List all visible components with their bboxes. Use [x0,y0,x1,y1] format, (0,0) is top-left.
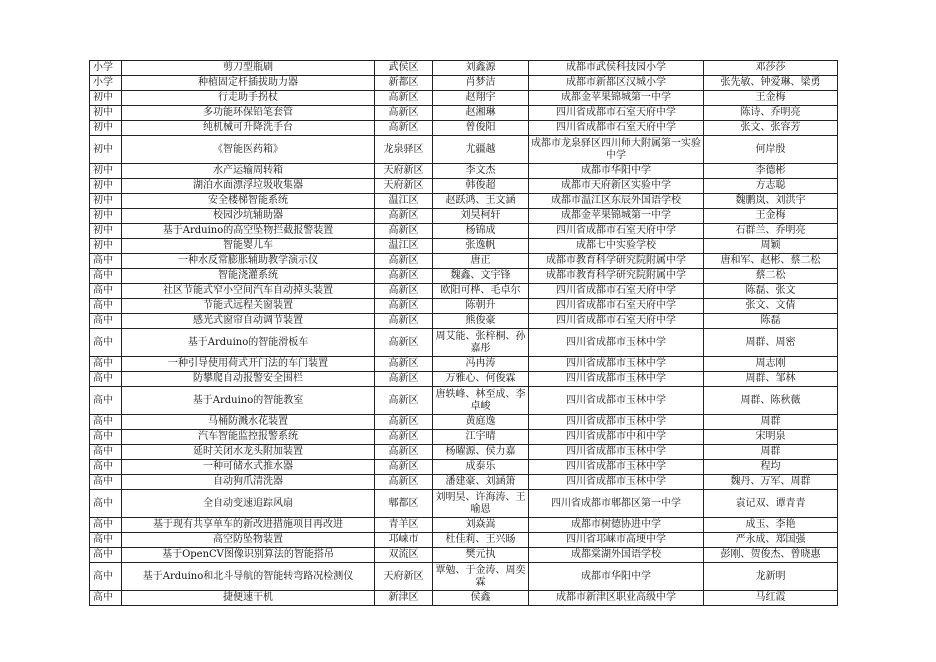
teacher-cell: 张先敏、钟爱琳、梁勇 [704,76,838,91]
student-cell: 成泰乐 [433,460,529,475]
teacher-cell: 邓莎莎 [704,61,838,76]
level-cell: 高中 [90,430,122,445]
district-cell: 天府新区 [375,179,433,194]
table-row [90,254,838,269]
teacher-cell: 周群、邹林 [704,372,838,387]
school-cell: 成都金苹果锦城第一中学 [529,209,704,224]
school-cell: 四川省成都市郫都区第一中学 [529,490,704,518]
level-cell: 初中 [90,121,122,136]
district-cell: 高新区 [375,329,433,357]
table-row [90,533,838,548]
student-cell: 肖梦洁 [433,76,529,91]
table-row [90,518,838,533]
table-row [90,475,838,490]
table-row [90,61,838,76]
student-cell: 江宇晴 [433,430,529,445]
level-cell: 高中 [90,314,122,329]
student-cell: 黄庭逸 [433,415,529,430]
level-cell: 高中 [90,518,122,533]
district-cell: 新都区 [375,76,433,91]
district-cell: 高新区 [375,357,433,372]
level-cell: 高中 [90,533,122,548]
school-cell: 四川省成都市石室天府中学 [529,299,704,314]
project-cell: 水产运输周转箱 [122,164,375,179]
teacher-cell: 石群兰、乔明亮 [704,224,838,239]
table-row [90,164,838,179]
student-cell: 刘明昊、许海涛、王喻恩 [433,490,529,518]
level-cell: 高中 [90,563,122,591]
school-cell: 四川省成都市玉林中学 [529,387,704,415]
level-cell: 初中 [90,224,122,239]
table-row [90,224,838,239]
project-cell: 《智能医药箱》 [122,136,375,164]
district-cell: 高新区 [375,460,433,475]
teacher-cell: 周群 [704,445,838,460]
project-cell: 种植固定杆插拔助力器 [122,76,375,91]
table-row [90,445,838,460]
district-cell: 高新区 [375,430,433,445]
school-cell: 四川省成都市玉林中学 [529,372,704,387]
table-row [90,490,838,518]
district-cell: 高新区 [375,299,433,314]
student-cell: 樊元执 [433,548,529,563]
level-cell: 高中 [90,490,122,518]
level-cell: 高中 [90,357,122,372]
student-cell: 张逸帆 [433,239,529,254]
student-cell: 周艾能、张梓桐、孙嘉彤 [433,329,529,357]
table-row [90,357,838,372]
level-cell: 初中 [90,106,122,121]
school-cell: 成都市武侯科技园小学 [529,61,704,76]
student-cell: 杨锦成 [433,224,529,239]
teacher-cell: 何岸殷 [704,136,838,164]
district-cell: 高新区 [375,445,433,460]
school-cell: 成都市天府新区实验中学 [529,179,704,194]
teacher-cell: 龙新明 [704,563,838,591]
student-cell: 陈朝升 [433,299,529,314]
student-cell: 尤疆越 [433,136,529,164]
school-cell: 四川省成都市石室天府中学 [529,121,704,136]
student-cell: 唐正 [433,254,529,269]
teacher-cell: 程均 [704,460,838,475]
level-cell: 高中 [90,254,122,269]
teacher-cell: 严永成、郑国强 [704,533,838,548]
level-cell: 初中 [90,239,122,254]
table-row [90,106,838,121]
student-cell: 潘建豪、刘涵箫 [433,475,529,490]
school-cell: 四川省成都市石室天府中学 [529,224,704,239]
project-cell: 一种水反常膨胀辅助教学演示仪 [122,254,375,269]
table-row [90,269,838,284]
district-cell: 龙泉驿区 [375,136,433,164]
teacher-cell: 张文、文倩 [704,299,838,314]
table-row [90,284,838,299]
level-cell: 小学 [90,61,122,76]
school-cell: 四川省成都市玉林中学 [529,460,704,475]
student-cell: 欧阳可桦、毛卓尔 [433,284,529,299]
project-cell: 捷便速干机 [122,591,375,606]
level-cell: 高中 [90,269,122,284]
teacher-cell: 王金梅 [704,209,838,224]
table-row [90,314,838,329]
table-row [90,563,838,591]
student-cell: 魏鑫、文宇锋 [433,269,529,284]
school-cell: 四川省成都市石室天府中学 [529,106,704,121]
teacher-cell: 马红霞 [704,591,838,606]
district-cell: 高新区 [375,224,433,239]
district-cell: 高新区 [375,415,433,430]
school-cell: 成都市新都区汉城小学 [529,76,704,91]
project-cell: 智能浇灌系统 [122,269,375,284]
level-cell: 高中 [90,460,122,475]
table-body [90,61,838,606]
table-row [90,76,838,91]
project-cell: 汽车智能监控报警系统 [122,430,375,445]
teacher-cell: 周群、周密 [704,329,838,357]
teacher-cell: 蔡二松 [704,269,838,284]
district-cell: 郫都区 [375,490,433,518]
level-cell: 高中 [90,329,122,357]
district-cell: 邛崃市 [375,533,433,548]
district-cell: 高新区 [375,209,433,224]
project-cell: 延时关闭水龙头附加装置 [122,445,375,460]
student-cell: 赵湘琳 [433,106,529,121]
school-cell: 成都棠湖外国语学校 [529,548,704,563]
project-cell: 多功能环保铅笔套管 [122,106,375,121]
table-row [90,91,838,106]
project-cell: 马桶防溅水花装置 [122,415,375,430]
project-cell: 基于Arduino的智能滑板车 [122,329,375,357]
district-cell: 温江区 [375,239,433,254]
level-cell: 高中 [90,415,122,430]
teacher-cell: 方志聪 [704,179,838,194]
student-cell: 万雅心、何俊霖 [433,372,529,387]
school-cell: 四川省邛崃市高埂中学 [529,533,704,548]
student-cell: 唐轶峰、林至成、李卓峻 [433,387,529,415]
teacher-cell: 袁记双、谭青青 [704,490,838,518]
table-row [90,121,838,136]
level-cell: 高中 [90,299,122,314]
project-cell: 校园沙坑辅助器 [122,209,375,224]
student-cell: 赵翔宇 [433,91,529,106]
level-cell: 高中 [90,445,122,460]
district-cell: 高新区 [375,372,433,387]
table-row [90,136,838,164]
district-cell: 双流区 [375,548,433,563]
level-cell: 初中 [90,209,122,224]
student-cell: 赵跃鸿、王文涵 [433,194,529,209]
student-cell: 刘鑫源 [433,61,529,76]
school-cell: 四川省成都市石室天府中学 [529,284,704,299]
teacher-cell: 陈诗、乔明亮 [704,106,838,121]
school-cell: 成都七中实验学校 [529,239,704,254]
district-cell: 高新区 [375,254,433,269]
project-cell: 感光式窗帘自动调节装置 [122,314,375,329]
student-cell: 熊俊豪 [433,314,529,329]
school-cell: 四川省成都市玉林中学 [529,475,704,490]
level-cell: 高中 [90,548,122,563]
table-row [90,239,838,254]
teacher-cell: 李德彬 [704,164,838,179]
project-cell: 基于OpenCV图像识别算法的智能搭吊 [122,548,375,563]
table-row [90,430,838,445]
student-cell: 刘昊柯轩 [433,209,529,224]
district-cell: 高新区 [375,475,433,490]
school-cell: 成都市教育科学研究院附属中学 [529,269,704,284]
school-cell: 四川省成都市玉林中学 [529,329,704,357]
level-cell: 小学 [90,76,122,91]
table-row [90,372,838,387]
project-cell: 一种引导使用荷式开门法的车门装置 [122,357,375,372]
project-cell: 节能式远程关窗装置 [122,299,375,314]
student-cell: 李文杰 [433,164,529,179]
project-cell: 全自动变速追踪风扇 [122,490,375,518]
table-row [90,591,838,606]
level-cell: 初中 [90,164,122,179]
level-cell: 高中 [90,475,122,490]
teacher-cell: 陈磊、张文 [704,284,838,299]
project-cell: 纯机械可升降洗手台 [122,121,375,136]
project-cell: 高空防坠物装置 [122,533,375,548]
school-cell: 四川省成都市玉林中学 [529,445,704,460]
teacher-cell: 宋明泉 [704,430,838,445]
student-cell: 曾俊阳 [433,121,529,136]
project-cell: 行走助手拐杖 [122,91,375,106]
project-cell: 社区节能式窄小空间汽车自动掉头装置 [122,284,375,299]
table-row [90,415,838,430]
teacher-cell: 魏丹、万军、周群 [704,475,838,490]
district-cell: 天府新区 [375,164,433,179]
table-row [90,329,838,357]
teacher-cell: 成玉、李艳 [704,518,838,533]
teacher-cell: 周群、陈秋薇 [704,387,838,415]
table-row [90,299,838,314]
table-row [90,460,838,475]
school-cell: 成都市树德协进中学 [529,518,704,533]
table-row [90,179,838,194]
data-table [89,60,838,606]
table-row [90,194,838,209]
district-cell: 高新区 [375,314,433,329]
project-cell: 剪刀型瓶刷 [122,61,375,76]
teacher-cell: 周群 [704,415,838,430]
student-cell: 侯鑫 [433,591,529,606]
school-cell: 成都金苹果锦城第一中学 [529,91,704,106]
district-cell: 高新区 [375,91,433,106]
school-cell: 四川省成都市玉林中学 [529,357,704,372]
project-cell: 防攀爬自动报警安全围栏 [122,372,375,387]
district-cell: 高新区 [375,269,433,284]
project-cell: 基于现有共享单车的新改进措施项目再改进 [122,518,375,533]
teacher-cell: 魏鹏岚、刘洪宇 [704,194,838,209]
project-cell: 安全楼梯智能系统 [122,194,375,209]
level-cell: 初中 [90,179,122,194]
student-cell: 杨曜源、侯力嘉 [433,445,529,460]
level-cell: 初中 [90,136,122,164]
level-cell: 高中 [90,284,122,299]
student-cell: 冯冉涛 [433,357,529,372]
district-cell: 新津区 [375,591,433,606]
school-cell: 成都市温江区东辰外国语学校 [529,194,704,209]
teacher-cell: 王金梅 [704,91,838,106]
student-cell: 杜佳莉、王兴旸 [433,533,529,548]
project-cell: 一种可储水式推水器 [122,460,375,475]
level-cell: 高中 [90,387,122,415]
project-cell: 智能婴儿车 [122,239,375,254]
teacher-cell: 陈磊 [704,314,838,329]
table-row [90,387,838,415]
student-cell: 覃勉、于金涛、周奕霖 [433,563,529,591]
district-cell: 天府新区 [375,563,433,591]
project-cell: 湖泊水面漂浮垃圾收集器 [122,179,375,194]
school-cell: 四川省成都市玉林中学 [529,415,704,430]
teacher-cell: 彭刚、贺俊杰、曾晓惠 [704,548,838,563]
district-cell: 高新区 [375,121,433,136]
school-cell: 成都市教育科学研究院附属中学 [529,254,704,269]
project-cell: 自动狗爪清洗器 [122,475,375,490]
school-cell: 成都市华阳中学 [529,164,704,179]
school-cell: 四川省成都市石室天府中学 [529,314,704,329]
teacher-cell: 张文、张容芳 [704,121,838,136]
district-cell: 高新区 [375,106,433,121]
district-cell: 青羊区 [375,518,433,533]
student-cell: 韩俊超 [433,179,529,194]
district-cell: 温江区 [375,194,433,209]
teacher-cell: 周颖 [704,239,838,254]
table-row [90,209,838,224]
level-cell: 高中 [90,372,122,387]
teacher-cell: 唐和军、赵彬、蔡二松 [704,254,838,269]
school-cell: 成都市华阳中学 [529,563,704,591]
level-cell: 初中 [90,194,122,209]
teacher-cell: 周志刚 [704,357,838,372]
student-cell: 刘焱嵩 [433,518,529,533]
project-cell: 基于Arduino的高空坠物拦截报警装置 [122,224,375,239]
district-cell: 武侯区 [375,61,433,76]
district-cell: 高新区 [375,284,433,299]
project-cell: 基于Arduino的智能教室 [122,387,375,415]
level-cell: 高中 [90,591,122,606]
school-cell: 成都市新津区职业高级中学 [529,591,704,606]
school-cell: 四川省成都市中和中学 [529,430,704,445]
table-row [90,548,838,563]
district-cell: 高新区 [375,387,433,415]
school-cell: 成都市龙泉驿区四川师大附属第一实验中学 [529,136,704,164]
level-cell: 初中 [90,91,122,106]
project-cell: 基于Arduino和北斗导航的智能转弯路况检测仪 [122,563,375,591]
